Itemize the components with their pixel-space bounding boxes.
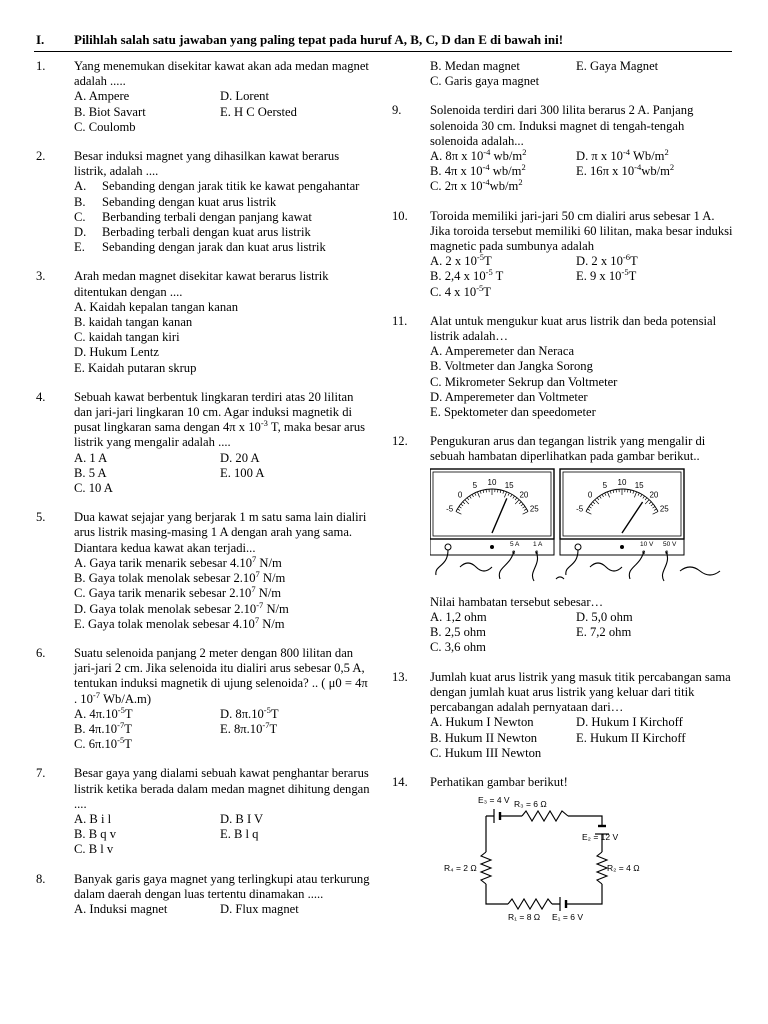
- resistor-r4: [481, 852, 491, 884]
- question-number: 3.: [36, 269, 46, 284]
- answer-option: [74, 210, 374, 225]
- answer-option: D. B I V: [220, 811, 264, 826]
- answer-option: D. Amperemeter dan Voltmeter: [430, 389, 588, 404]
- options-list: [74, 300, 374, 376]
- answer-option: D. 5,0 ohm: [576, 610, 633, 625]
- question-stem: Yang menemukan disekitar kawat akan ada medan magnet adalah .....: [74, 59, 369, 89]
- scale-label: 25: [659, 504, 669, 514]
- answer-option: C. 3,6 ohm: [430, 640, 486, 655]
- question-stem: Suatu selenoida panjang 2 meter dengan 800 lilitan dan jari-jari 2 cm. Jika selenoida itu dialiri arus sebesar 0,5 A, tentukan induksi magnetik di ujung selenoida? .. ( μ0 = 4π . $10^{-7}$ Wb/A.m): [74, 645, 368, 706]
- question-number: 2.: [36, 149, 46, 164]
- resistor-r2: [597, 852, 607, 884]
- question-stem: Alat untuk mengukur kuat arus listrik dan beda potensial listrik adalah…: [430, 313, 717, 344]
- question-11: [392, 314, 734, 420]
- question-stem: Besar gaya yang dialami sebuah kawat penghantar berarus listrik ketika berada dalam medan magnet dihitung dengan ....: [74, 766, 370, 811]
- question-number: 8.: [36, 871, 46, 886]
- answer-option: A. 1 A: [74, 450, 108, 465]
- question-3: [36, 269, 374, 375]
- scale-label: 15: [634, 480, 644, 490]
- terminal-mark: o: [642, 549, 646, 556]
- circuit-diagram: [442, 792, 734, 926]
- answer-option: [74, 225, 374, 240]
- option-letter: D.: [74, 225, 87, 240]
- question-number: 1.: [36, 59, 46, 73]
- scale-label: 5: [602, 480, 608, 490]
- options-list: [430, 59, 734, 89]
- scale-label: 15: [504, 480, 514, 490]
- answer-option: [74, 240, 374, 255]
- question-5: [36, 510, 374, 632]
- answer-option: E. Spektometer dan speedometer: [430, 405, 596, 420]
- meter-needle: [492, 498, 507, 533]
- scale-label: 20: [649, 490, 659, 500]
- scale-label: 20: [519, 490, 529, 500]
- question-10: [392, 209, 734, 300]
- header-rule: [34, 51, 732, 52]
- answer-option: C. kaidah tangan kiri: [74, 330, 180, 345]
- answer-option: A. 1,2 ohm: [430, 610, 487, 625]
- answer-option: D. Flux magnet: [220, 901, 299, 916]
- question-stem: Solenoida terdiri dari 300 lilita berarus 2 A. Panjang solenoida 30 cm. Induksi magnet di tengah-tengah solenoida adalah...: [430, 103, 694, 148]
- question-8: [36, 872, 374, 918]
- question-stem: Banyak garis gaya magnet yang terlingkupi atau terkurung dalam daerah dengan luas tertentu dinamakan .....: [74, 871, 370, 901]
- question-number: 9.: [392, 103, 402, 118]
- section-instruction: Pilihlah salah satu jawaban yang paling tepat pada huruf A, B, C, D dan E di bawah ini!: [74, 32, 564, 47]
- answer-option: C. Garis gaya magnet: [430, 74, 540, 89]
- answer-option: C. 4 x $10^{-5}T$: [430, 282, 491, 299]
- answer-option: B. $4\pi.10^{-7}T$: [74, 719, 132, 736]
- answer-option: A. Hukum I Newton: [430, 715, 534, 730]
- answer-option: E. H C Oersted: [220, 104, 297, 119]
- option-text: Berbading terbali dengan kuat arus listrik: [102, 225, 311, 240]
- question-stem: Sebuah kawat berbentuk lingkaran terdiri atas 20 lilitan dan jari-jari lingkaran 10 cm. Agar induksi magnetik di pusat lingkaran sama dengan 4π x $10^{-3}$ T, maka besar arus listrik yang mengalir adalah ....: [74, 389, 366, 450]
- option-letter: C.: [74, 209, 86, 224]
- answer-option: A. 8π x $10^{-4}$ $wb/m^2$: [430, 147, 527, 164]
- options-list: [74, 902, 374, 917]
- section-number: I.: [36, 32, 45, 47]
- answer-option: A. Amperemeter dan Neraca: [430, 344, 575, 359]
- options-list: [430, 715, 734, 761]
- battery-e1: [560, 897, 566, 911]
- answer-option: C. $6\pi.10^{-5}T$: [74, 735, 132, 752]
- answer-option: E. Gaya Magnet: [576, 59, 659, 73]
- question-number: 6.: [36, 645, 46, 660]
- answer-option: B. 2,5 ohm: [430, 625, 486, 640]
- answer-option: C. Mikrometer Sekrup dan Voltmeter: [430, 374, 618, 389]
- answer-option: B. Biot Savart: [74, 104, 146, 119]
- option-text: Sebanding dengan jarak titik ke kawat pengahantar: [102, 179, 360, 194]
- question-stem: Toroida memiliki jari-jari 50 cm dialiri arus sebesar 1 A. Jika toroida tersebut memiliki 60 lilitan, maka besar induksi magnetic pada sumbunya adalah: [430, 208, 733, 254]
- meters-illustration: [430, 467, 734, 589]
- answer-option: E. 7,2 ohm: [576, 625, 632, 640]
- options-list: [430, 254, 734, 300]
- scale-label: 25: [529, 504, 539, 514]
- answer-option: A. Kaidah kepalan tangan kanan: [74, 299, 239, 314]
- options-list: [74, 704, 374, 753]
- scale-label: -5: [576, 504, 584, 514]
- answer-option: B. Hukum II Newton: [430, 730, 538, 745]
- question-stem: Dua kawat sejajar yang berjarak 1 m satu sama lain dialiri arus listrik masing-masing 1 A dengan arah yang sama. Diantara kedua kawat akan terjadi...: [74, 510, 367, 555]
- answer-option: D. Hukum I Kirchoff: [576, 715, 683, 730]
- answer-option: D. Hukum Lentz: [74, 345, 159, 360]
- question-stem: Pengukuran arus dan tegangan listrik yang mengalir di sebuah hambatan diperlihatkan pada gambar berikut..: [430, 434, 706, 464]
- answer-option: B. 4π x $10^{-4}$ $wb/m^2$: [430, 162, 526, 179]
- question-stem: Jumlah kuat arus listrik yang masuk titik percabangan sama dengan jumlah kuat arus listrik yang keluar dari titik percabangan adalah pernyataan dari…: [430, 669, 731, 715]
- question-6: [36, 646, 374, 752]
- answer-option: B. Gaya tolak menolak sebesar 2.10$^7$ N/m: [74, 569, 286, 586]
- question-1: [36, 59, 374, 135]
- scale-label: 0: [587, 490, 593, 500]
- answer-option: C. 10 A: [74, 481, 113, 496]
- question-number: 11.: [392, 313, 408, 328]
- answer-option: C. Coulomb: [74, 119, 136, 134]
- resistor-r3: [522, 811, 568, 821]
- scale-label: -5: [446, 504, 454, 514]
- question-7: [36, 766, 374, 857]
- answer-option: D. $8\pi.10^{-5}T$: [220, 704, 279, 721]
- options-list: [74, 553, 374, 632]
- answer-option: D. Lorent: [220, 89, 269, 104]
- answer-option: D. 2 x $10^{-6}T$: [576, 252, 638, 269]
- answer-option: C. B l v: [74, 842, 114, 857]
- label-e1: E₁ = 6 V: [552, 912, 583, 923]
- answer-option: B. Voltmeter dan Jangka Sorong: [430, 359, 593, 374]
- ammeter: [430, 469, 554, 581]
- scale-label: 10: [487, 477, 497, 487]
- question-9: [392, 103, 734, 194]
- scale-label: 5: [472, 480, 478, 490]
- options-list: [430, 344, 734, 420]
- answer-option: C. 2π x $10^{-4}wb/m^2$: [430, 177, 523, 194]
- terminal-mark: o: [535, 549, 539, 556]
- scale-label: 10: [617, 477, 627, 487]
- label-e3: E₃ = 4 V: [478, 795, 510, 806]
- answer-option: C. Gaya tarik menarik sebesar 2.10$^7$ N/m: [74, 584, 282, 601]
- question-number: 10.: [392, 208, 408, 223]
- question-number: 4.: [36, 389, 46, 404]
- options-list: [74, 451, 374, 497]
- options-list: [74, 812, 374, 858]
- answer-option: A. 2 x $10^{-5}T$: [430, 252, 492, 269]
- answer-option: E. 100 A: [220, 465, 265, 480]
- answer-option: E. Hukum II Kirchoff: [576, 730, 686, 745]
- terminal-label: 1 A: [533, 540, 543, 548]
- right-column: [392, 59, 734, 940]
- answer-option: E. 16π x $10^{-4}wb/m^2$: [576, 162, 675, 179]
- answer-option: B. kaidah tangan kanan: [74, 315, 193, 330]
- answer-option: D. π x $10^{-4}$ $Wb/m^2$: [576, 147, 669, 164]
- question-stem: Besar induksi magnet yang dihasilkan kawat berarus listrik, adalah ....: [74, 149, 340, 179]
- terminal-mark: o: [665, 549, 669, 556]
- question-number: 12.: [392, 434, 408, 449]
- terminal-label: 10 V: [640, 540, 654, 548]
- label-r3: R₃ = 6 Ω: [514, 799, 547, 810]
- answer-option: E. 9 x $10^{-5}T$: [576, 267, 637, 284]
- question-2: [36, 149, 374, 255]
- option-letter: A.: [74, 179, 87, 194]
- question-13: [392, 670, 734, 761]
- answer-option: D. 20 A: [220, 450, 260, 465]
- answer-option: B. 5 A: [74, 465, 107, 480]
- question-number: 13.: [392, 669, 408, 684]
- options-list: [74, 179, 374, 255]
- terminal-mark: o: [512, 549, 516, 556]
- meter-needle: [622, 502, 643, 533]
- battery-e3: [494, 809, 500, 823]
- answer-option: C. Hukum III Newton: [430, 745, 542, 760]
- terminal-label: 50 V: [663, 540, 677, 548]
- label-r1: R₁ = 8 Ω: [508, 912, 541, 923]
- answer-option: A. Ampere: [74, 89, 130, 104]
- answer-option: A. B i l: [74, 811, 112, 826]
- meters-figure: [430, 467, 730, 585]
- answer-option: E. Gaya tolak menolak sebesar 4.10$^7$ N/m: [74, 614, 285, 631]
- voltmeter: [560, 469, 684, 581]
- question-14: [392, 775, 734, 926]
- left-column: [36, 59, 374, 931]
- scale-label: 0: [457, 490, 463, 500]
- question-8-continued: [392, 59, 734, 89]
- answer-option: A. Induksi magnet: [74, 901, 168, 916]
- answer-option: E. B l q: [220, 827, 259, 842]
- answer-option: [74, 179, 374, 194]
- option-letter: E.: [74, 240, 85, 255]
- answer-option: B. Medan magnet: [430, 59, 520, 73]
- circuit-figure: [442, 792, 642, 922]
- answer-option: A. $4\pi.10^{-5}T$: [74, 704, 133, 721]
- option-text: Sebanding dengan jarak dan kuat arus listrik: [102, 240, 326, 255]
- answer-option: A. Gaya tarik menarik sebesar 4.10$^7$ N/m: [74, 553, 282, 570]
- options-list: [430, 610, 734, 656]
- circuit-wires: [486, 816, 602, 904]
- options-list: [74, 89, 374, 135]
- option-text: Sebanding dengan kuat arus listrik: [102, 194, 277, 209]
- option-letter: B.: [74, 194, 86, 209]
- question-number: 5.: [36, 510, 46, 525]
- question-number: 14.: [392, 774, 408, 789]
- question-4: [36, 390, 374, 496]
- question-12: [392, 434, 734, 655]
- answer-option: E. Kaidah putaran skrup: [74, 360, 197, 375]
- question-prompt: Nilai hambatan tersebut sebesar…: [430, 594, 604, 609]
- answer-option: [74, 195, 374, 210]
- options-list: [430, 149, 734, 195]
- answer-option: B. B q v: [74, 827, 116, 842]
- terminal-label: 5 A: [510, 540, 520, 548]
- label-r4: R₄ = 2 Ω: [444, 863, 477, 874]
- resistor-r1: [508, 899, 552, 909]
- label-r2: R₂ = 4 Ω: [607, 863, 640, 874]
- answer-option: E. $8\pi.10^{-7}T$: [220, 719, 278, 736]
- question-stem: Perhatikan gambar berikut!: [430, 774, 568, 789]
- answer-option: B. 2,4 x $10^{-5}$ T: [430, 267, 504, 284]
- label-e2: E₂ = 12 V: [582, 832, 619, 843]
- question-number: 7.: [36, 766, 46, 781]
- answer-option: D. Gaya tolak menolak sebesar $2.10^{-7}$ N/m: [74, 599, 289, 616]
- question-stem: Arah medan magnet disekitar kawat berarus listrik ditentukan dengan ....: [74, 269, 329, 299]
- option-text: Berbanding terbali dengan panjang kawat: [102, 209, 312, 224]
